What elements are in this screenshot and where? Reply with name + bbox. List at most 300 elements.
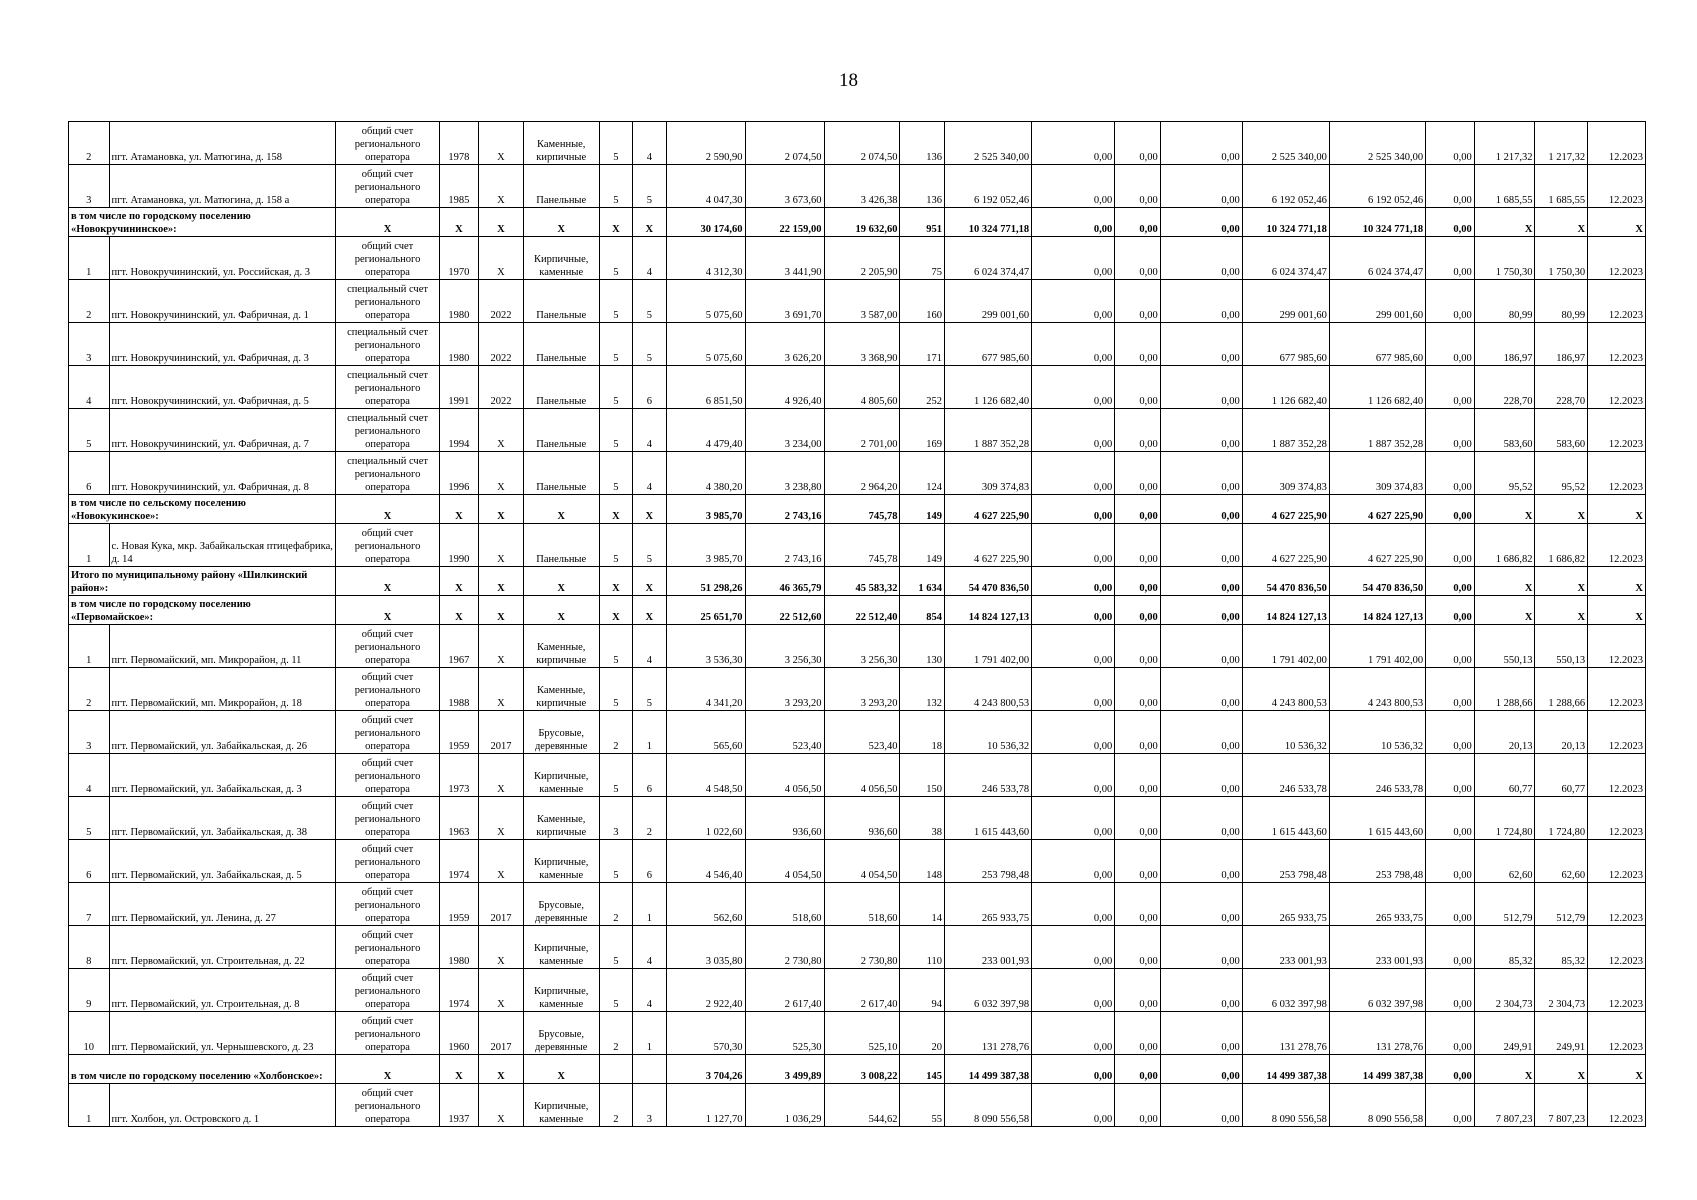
people-cell: 20 [900,1012,945,1055]
u1-cell: X [1474,596,1535,625]
term-cell: X [1588,567,1646,596]
f2-cell: 0,00 [1115,1055,1161,1084]
f4-cell: 677 985,60 [1242,323,1329,366]
f6-cell: 0,00 [1426,668,1475,711]
subtotal-row [69,208,1646,237]
f1-cell: 0,00 [1032,567,1115,596]
total-area-cell: 6 851,50 [666,366,745,409]
build-year-cell: 1994 [439,409,479,452]
people-cell: 130 [900,625,945,668]
area-res-cell: 2 074,50 [824,122,900,165]
row-number: 10 [69,1012,110,1055]
total-area-cell: 3 035,80 [666,926,745,969]
u1-cell: 550,13 [1474,625,1535,668]
f3-cell: 0,00 [1160,625,1242,668]
subtotal-label: в том числе по городскому поселению «Первомайское»: [69,596,336,625]
area-res-cell: 3 293,20 [824,668,900,711]
renovation-year-cell: X [479,165,524,208]
floors-cell: 5 [599,323,632,366]
build-year-cell: X [439,567,479,596]
wall-material-cell: Кирпичные, каменные [523,754,599,797]
table-row [69,122,1646,165]
table-row [69,280,1646,323]
subtotal-label: в том числе по городскому поселению «Холбонское»: [69,1055,336,1084]
area-all-cell: 3 691,70 [745,280,824,323]
f5-cell: 14 824 127,13 [1329,596,1425,625]
address-cell: пгт. Первомайский, ул. Забайкальская, д. 3 [109,754,336,797]
account-type-cell: X [336,596,439,625]
build-year-cell: 1959 [439,883,479,926]
area-res-cell: 936,60 [824,797,900,840]
cost-cell: 6 024 374,47 [945,237,1032,280]
total-area-cell: 51 298,26 [666,567,745,596]
cost-cell: 10 536,32 [945,711,1032,754]
address-cell: пгт. Новокручининский, ул. Фабричная, д. 3 [109,323,336,366]
cost-cell: 309 374,83 [945,452,1032,495]
f3-cell: 0,00 [1160,452,1242,495]
area-all-cell: 2 074,50 [745,122,824,165]
table-row [69,1012,1646,1055]
f3-cell: 0,00 [1160,122,1242,165]
renovation-year-cell: X [479,797,524,840]
floors-cell [599,1055,632,1084]
f1-cell: 0,00 [1032,208,1115,237]
u1-cell: 186,97 [1474,323,1535,366]
f1-cell: 0,00 [1032,452,1115,495]
floors-cell: X [599,596,632,625]
row-number: 2 [69,280,110,323]
f4-cell: 299 001,60 [1242,280,1329,323]
u1-cell: 1 685,55 [1474,165,1535,208]
f4-cell: 1 126 682,40 [1242,366,1329,409]
area-res-cell: 2 205,90 [824,237,900,280]
renovation-year-cell: X [479,122,524,165]
address-cell: с. Новая Кука, мкр. Забайкальская птицефабрика, д. 14 [109,524,336,567]
wall-material-cell: X [523,596,599,625]
cost-cell: 253 798,48 [945,840,1032,883]
people-cell: 171 [900,323,945,366]
f6-cell: 0,00 [1426,1084,1475,1127]
term-cell: 12.2023 [1588,409,1646,452]
f2-cell: 0,00 [1115,969,1161,1012]
f2-cell: 0,00 [1115,711,1161,754]
account-type-cell: общий счет регионального оператора [336,524,439,567]
f5-cell: 10 324 771,18 [1329,208,1425,237]
term-cell: 12.2023 [1588,524,1646,567]
table-row [69,754,1646,797]
u2-cell: 2 304,73 [1535,969,1588,1012]
u2-cell: 62,60 [1535,840,1588,883]
cost-cell: 14 824 127,13 [945,596,1032,625]
cost-cell: 246 533,78 [945,754,1032,797]
f3-cell: 0,00 [1160,797,1242,840]
address-cell: пгт. Первомайский, ул. Строительная, д. 8 [109,969,336,1012]
row-number: 4 [69,754,110,797]
u1-cell: 228,70 [1474,366,1535,409]
entrances-cell: X [633,596,666,625]
total-area-cell: 562,60 [666,883,745,926]
f2-cell: 0,00 [1115,208,1161,237]
cost-cell: 1 887 352,28 [945,409,1032,452]
f2-cell: 0,00 [1115,883,1161,926]
wall-material-cell: Брусовые, деревянные [523,711,599,754]
account-type-cell: общий счет регионального оператора [336,237,439,280]
u2-cell: 186,97 [1535,323,1588,366]
f4-cell: 10 324 771,18 [1242,208,1329,237]
f5-cell: 6 032 397,98 [1329,969,1425,1012]
f1-cell: 0,00 [1032,883,1115,926]
cost-cell: 4 627 225,90 [945,524,1032,567]
f5-cell: 1 615 443,60 [1329,797,1425,840]
build-year-cell: 1960 [439,1012,479,1055]
f1-cell: 0,00 [1032,165,1115,208]
entrances-cell: 4 [633,625,666,668]
subtotal-row [69,596,1646,625]
area-all-cell: 3 441,90 [745,237,824,280]
u1-cell: X [1474,567,1535,596]
build-year-cell: 1985 [439,165,479,208]
f2-cell: 0,00 [1115,797,1161,840]
f4-cell: 253 798,48 [1242,840,1329,883]
table-row [69,165,1646,208]
floors-cell: 5 [599,969,632,1012]
row-number: 6 [69,840,110,883]
subtotal-row [69,1055,1646,1084]
f2-cell: 0,00 [1115,840,1161,883]
f6-cell: 0,00 [1426,840,1475,883]
f6-cell: 0,00 [1426,567,1475,596]
renovation-year-cell: X [479,495,524,524]
account-type-cell: общий счет регионального оператора [336,797,439,840]
area-all-cell: 2 730,80 [745,926,824,969]
area-all-cell: 3 234,00 [745,409,824,452]
total-area-cell: 4 548,50 [666,754,745,797]
f2-cell: 0,00 [1115,323,1161,366]
u1-cell: 62,60 [1474,840,1535,883]
f1-cell: 0,00 [1032,625,1115,668]
entrances-cell: X [633,495,666,524]
f1-cell: 0,00 [1032,323,1115,366]
entrances-cell: 6 [633,840,666,883]
f1-cell: 0,00 [1032,237,1115,280]
area-res-cell: 745,78 [824,495,900,524]
account-type-cell: общий счет регионального оператора [336,1012,439,1055]
entrances-cell: 6 [633,366,666,409]
row-number: 3 [69,711,110,754]
total-area-cell: 4 312,30 [666,237,745,280]
build-year-cell: 1974 [439,969,479,1012]
u2-cell: 1 288,66 [1535,668,1588,711]
f3-cell: 0,00 [1160,208,1242,237]
floors-cell: 5 [599,452,632,495]
build-year-cell: X [439,596,479,625]
total-area-cell: 3 985,70 [666,524,745,567]
u2-cell: 249,91 [1535,1012,1588,1055]
wall-material-cell: Панельные [523,323,599,366]
f1-cell: 0,00 [1032,366,1115,409]
total-area-cell: 3 704,26 [666,1055,745,1084]
f3-cell: 0,00 [1160,926,1242,969]
f2-cell: 0,00 [1115,524,1161,567]
area-all-cell: 3 499,89 [745,1055,824,1084]
f3-cell: 0,00 [1160,1055,1242,1084]
people-cell: 1 634 [900,567,945,596]
f2-cell: 0,00 [1115,122,1161,165]
table-row [69,969,1646,1012]
area-res-cell: 3 256,30 [824,625,900,668]
row-number: 7 [69,883,110,926]
account-type-cell: общий счет регионального оператора [336,1084,439,1127]
f5-cell: 4 627 225,90 [1329,524,1425,567]
build-year-cell: 1937 [439,1084,479,1127]
u2-cell: X [1535,567,1588,596]
term-cell: 12.2023 [1588,840,1646,883]
floors-cell: 5 [599,625,632,668]
f3-cell: 0,00 [1160,524,1242,567]
cost-cell: 233 001,93 [945,926,1032,969]
renovation-year-cell: X [479,596,524,625]
floors-cell: 5 [599,280,632,323]
f6-cell: 0,00 [1426,625,1475,668]
build-year-cell: 1970 [439,237,479,280]
term-cell: 12.2023 [1588,625,1646,668]
account-type-cell: общий счет регионального оператора [336,625,439,668]
cost-cell: 6 192 052,46 [945,165,1032,208]
area-all-cell: 2 743,16 [745,524,824,567]
f2-cell: 0,00 [1115,409,1161,452]
term-cell: 12.2023 [1588,969,1646,1012]
area-all-cell: 3 626,20 [745,323,824,366]
build-year-cell: 1959 [439,711,479,754]
u1-cell: 60,77 [1474,754,1535,797]
row-number: 6 [69,452,110,495]
f4-cell: 6 192 052,46 [1242,165,1329,208]
floors-cell: 2 [599,1012,632,1055]
table-row [69,409,1646,452]
entrances-cell: 3 [633,1084,666,1127]
f6-cell: 0,00 [1426,122,1475,165]
build-year-cell: 1967 [439,625,479,668]
term-cell: X [1588,208,1646,237]
f5-cell: 1 791 402,00 [1329,625,1425,668]
total-area-cell: 4 341,20 [666,668,745,711]
f5-cell: 6 024 374,47 [1329,237,1425,280]
account-type-cell: общий счет регионального оператора [336,668,439,711]
table-body [69,122,1646,1127]
f4-cell: 131 278,76 [1242,1012,1329,1055]
u2-cell: 95,52 [1535,452,1588,495]
people-cell: 951 [900,208,945,237]
table-row [69,883,1646,926]
people-cell: 169 [900,409,945,452]
f3-cell: 0,00 [1160,323,1242,366]
f1-cell: 0,00 [1032,797,1115,840]
f4-cell: 2 525 340,00 [1242,122,1329,165]
renovation-year-cell: X [479,926,524,969]
cost-cell: 299 001,60 [945,280,1032,323]
build-year-cell: X [439,495,479,524]
row-number: 9 [69,969,110,1012]
u1-cell: 1 288,66 [1474,668,1535,711]
f3-cell: 0,00 [1160,1084,1242,1127]
entrances-cell: 2 [633,797,666,840]
u2-cell: 550,13 [1535,625,1588,668]
renovation-year-cell: X [479,524,524,567]
address-cell: пгт. Новокручининский, ул. Российская, д. 3 [109,237,336,280]
f6-cell: 0,00 [1426,524,1475,567]
total-area-cell: 1 127,70 [666,1084,745,1127]
account-type-cell: X [336,1055,439,1084]
row-number: 1 [69,237,110,280]
cost-cell: 54 470 836,50 [945,567,1032,596]
wall-material-cell: Панельные [523,366,599,409]
entrances-cell: 1 [633,1012,666,1055]
f6-cell: 0,00 [1426,323,1475,366]
table-row [69,1084,1646,1127]
f3-cell: 0,00 [1160,596,1242,625]
f5-cell: 14 499 387,38 [1329,1055,1425,1084]
floors-cell: 5 [599,366,632,409]
account-type-cell: специальный счет регионального оператора [336,366,439,409]
u2-cell: 60,77 [1535,754,1588,797]
table-row [69,625,1646,668]
f4-cell: 1 887 352,28 [1242,409,1329,452]
people-cell: 252 [900,366,945,409]
area-res-cell: 2 964,20 [824,452,900,495]
renovation-year-cell: X [479,969,524,1012]
f4-cell: 4 627 225,90 [1242,495,1329,524]
f3-cell: 0,00 [1160,883,1242,926]
people-cell: 149 [900,495,945,524]
u1-cell: 1 750,30 [1474,237,1535,280]
term-cell: 12.2023 [1588,237,1646,280]
row-number: 2 [69,668,110,711]
f5-cell: 8 090 556,58 [1329,1084,1425,1127]
floors-cell: X [599,208,632,237]
term-cell: 12.2023 [1588,883,1646,926]
term-cell: X [1588,495,1646,524]
f5-cell: 299 001,60 [1329,280,1425,323]
floors-cell: 5 [599,926,632,969]
entrances-cell: 1 [633,711,666,754]
floors-cell: 3 [599,797,632,840]
area-all-cell: 4 056,50 [745,754,824,797]
term-cell: X [1588,1055,1646,1084]
build-year-cell: 1990 [439,524,479,567]
renovation-year-cell: 2017 [479,711,524,754]
f5-cell: 1 126 682,40 [1329,366,1425,409]
f6-cell: 0,00 [1426,366,1475,409]
floors-cell: 5 [599,524,632,567]
area-res-cell: 4 056,50 [824,754,900,797]
housing-register-table [68,121,1646,1127]
table-row [69,524,1646,567]
term-cell: 12.2023 [1588,323,1646,366]
f6-cell: 0,00 [1426,797,1475,840]
f1-cell: 0,00 [1032,495,1115,524]
total-area-cell: 2 590,90 [666,122,745,165]
f4-cell: 6 032 397,98 [1242,969,1329,1012]
area-res-cell: 544,62 [824,1084,900,1127]
entrances-cell: 1 [633,883,666,926]
u1-cell: 512,79 [1474,883,1535,926]
floors-cell: 5 [599,409,632,452]
build-year-cell: 1980 [439,926,479,969]
f4-cell: 246 533,78 [1242,754,1329,797]
people-cell: 75 [900,237,945,280]
term-cell: 12.2023 [1588,926,1646,969]
area-all-cell: 22 159,00 [745,208,824,237]
floors-cell: 2 [599,711,632,754]
f5-cell: 1 887 352,28 [1329,409,1425,452]
u1-cell: 1 217,32 [1474,122,1535,165]
f6-cell: 0,00 [1426,596,1475,625]
row-number: 1 [69,1084,110,1127]
build-year-cell: 1973 [439,754,479,797]
term-cell: 12.2023 [1588,1084,1646,1127]
people-cell: 132 [900,668,945,711]
wall-material-cell: Брусовые, деревянные [523,883,599,926]
f3-cell: 0,00 [1160,409,1242,452]
table-row [69,926,1646,969]
total-area-cell: 30 174,60 [666,208,745,237]
renovation-year-cell: 2022 [479,366,524,409]
f5-cell: 6 192 052,46 [1329,165,1425,208]
f5-cell: 265 933,75 [1329,883,1425,926]
f2-cell: 0,00 [1115,280,1161,323]
total-area-cell: 5 075,60 [666,280,745,323]
wall-material-cell: Панельные [523,280,599,323]
u1-cell: 20,13 [1474,711,1535,754]
table-row [69,840,1646,883]
area-res-cell: 523,40 [824,711,900,754]
area-res-cell: 518,60 [824,883,900,926]
entrances-cell: 5 [633,668,666,711]
f6-cell: 0,00 [1426,409,1475,452]
area-res-cell: 3 008,22 [824,1055,900,1084]
f6-cell: 0,00 [1426,754,1475,797]
people-cell: 18 [900,711,945,754]
row-number: 4 [69,366,110,409]
f4-cell: 14 499 387,38 [1242,1055,1329,1084]
renovation-year-cell: 2022 [479,323,524,366]
total-area-cell: 4 479,40 [666,409,745,452]
f6-cell: 0,00 [1426,1055,1475,1084]
u1-cell: 85,32 [1474,926,1535,969]
floors-cell: X [599,567,632,596]
f1-cell: 0,00 [1032,1084,1115,1127]
u2-cell: 1 685,55 [1535,165,1588,208]
f5-cell: 233 001,93 [1329,926,1425,969]
f2-cell: 0,00 [1115,567,1161,596]
address-cell: пгт. Первомайский, ул. Забайкальская, д. 5 [109,840,336,883]
account-type-cell: общий счет регионального оператора [336,883,439,926]
f1-cell: 0,00 [1032,754,1115,797]
u2-cell: X [1535,1055,1588,1084]
u2-cell: 1 724,80 [1535,797,1588,840]
f1-cell: 0,00 [1032,1012,1115,1055]
renovation-year-cell: X [479,754,524,797]
cost-cell: 10 324 771,18 [945,208,1032,237]
table-row [69,668,1646,711]
entrances-cell: 6 [633,754,666,797]
f2-cell: 0,00 [1115,625,1161,668]
f4-cell: 1 791 402,00 [1242,625,1329,668]
term-cell: X [1588,596,1646,625]
u2-cell: 20,13 [1535,711,1588,754]
people-cell: 124 [900,452,945,495]
f4-cell: 265 933,75 [1242,883,1329,926]
